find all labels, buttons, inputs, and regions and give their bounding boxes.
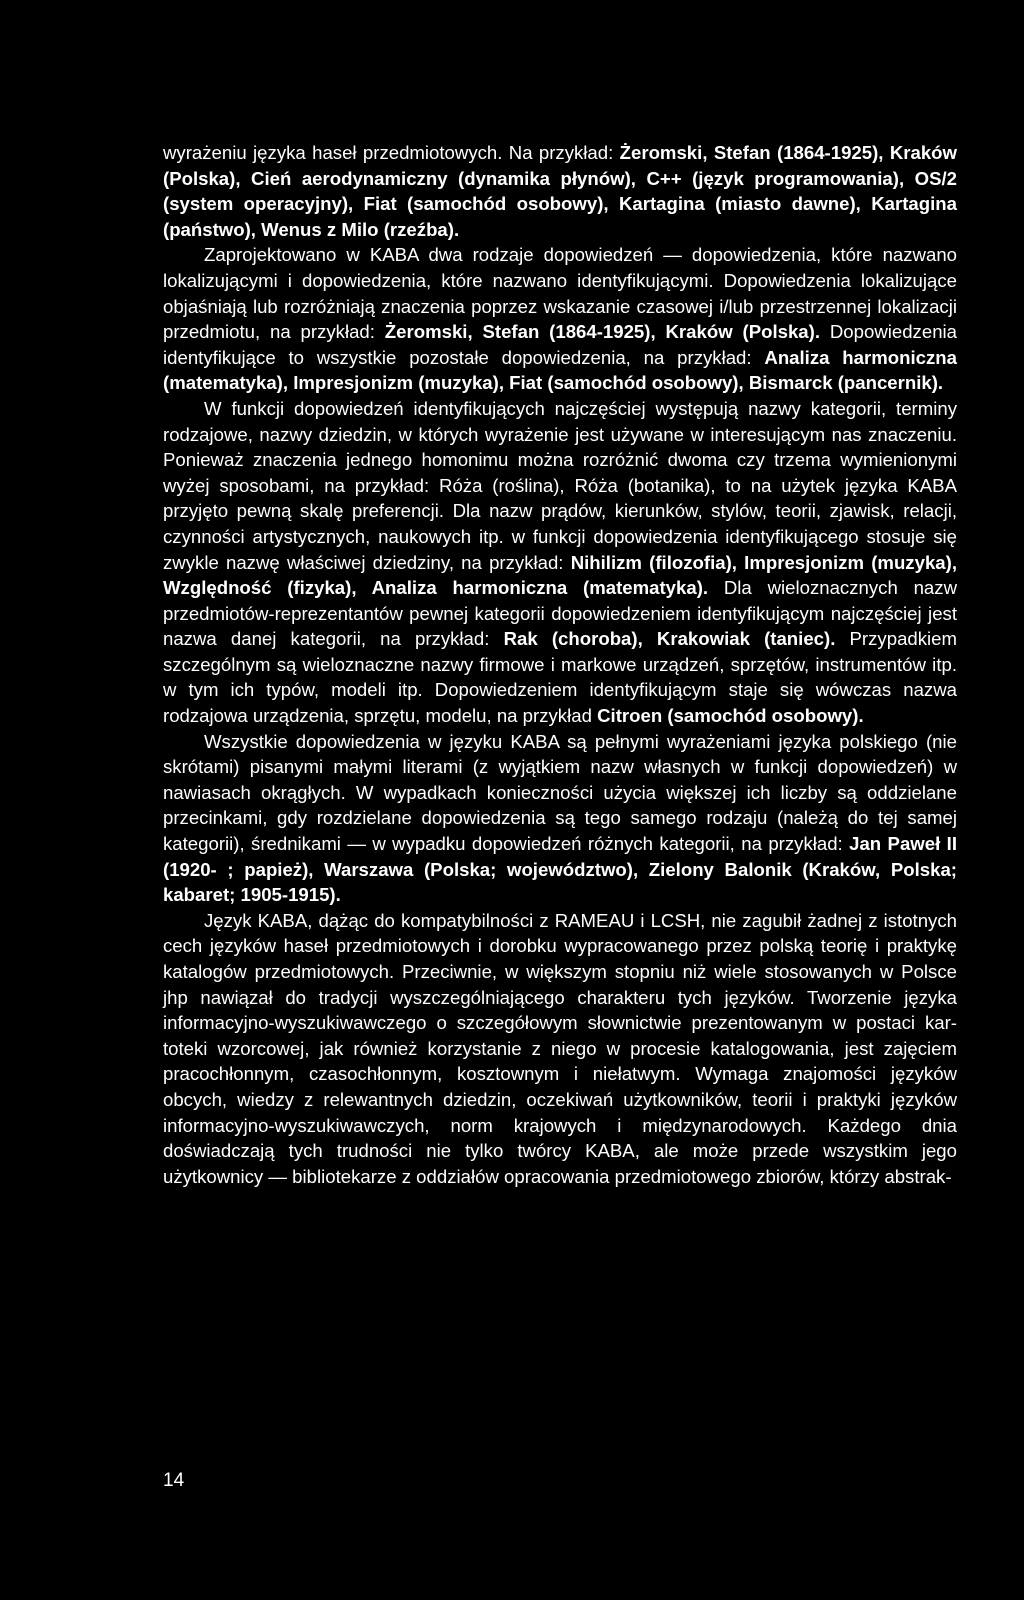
paragraph-text: Przypadkiem szczególnym są wieloznaczne nazwy firmowe i markowe urządzeń, sprzętów, instrumentów itp. w tym ich typów, modeli itp. Dopowiedzeniem identyfikującym staje się wówczas nazwa rodzajowa urządzenia, sprzętu, modelu, na przykład: [163, 628, 958, 727]
paragraph-text: Język KABA, dążąc do kompatybilności z RAMEAU i LCSH, nie zagubił żadnej z istotnych cech języków haseł przedmiotowych i dorobku wypracowanego przez polską teorię i praktykę katalogów przedmiotowych. Przeciwnie, w większym stopniu niż wiele stosowanych w Polsce jhp nawiązał do tradycji wyszczególniającego charakteru tych języków. Tworzenie języka informacyjno-wyszukiwawczego o szczegółowym słownictwie prezentowanym w postaci kartoteki wzorcowej, jak również korzystanie z niego w procesie katalogowania, jest zajęciem pracochłonnym, czasochłonnym, kosztownym i niełatwym. Wymaga znajomości języków obcych, wiedzy z relewantnych dziedzin, oczekiwań użytkowników, teorii i praktyki języków informacyjno-wyszukiwawczych, norm krajowych i międzynarodowych. Każdego dnia doświadczają tych trudności nie tylko twórcy KABA, ale może przede wszystkim jego użytkownicy — bibliotekarze z oddziałów opracowania przedmiotowego zbiorów, którzy abstrak-: [163, 909, 957, 1187]
bold-example-text: Żeromski, Stefan (1864-1925), Kraków (Polska).: [384, 321, 821, 343]
paragraph-text: wyrażeniu języka haseł przedmiotowych. Na przykład:: [163, 142, 620, 163]
paragraph-5: [163, 908, 957, 1190]
paragraph-text: Zaprojektowano w KABA dwa rodzaje dopowiedzeń — dopowiedzenia, które nazwano lokalizującymi i dopowiedzenia, które nazwano identyfikującymi. Dopowiedzenia lokalizujące objaśniają lub rozróżniają znaczenia poprzez wskazanie czasowej i/lub przestrzennej lokalizacji przedmiotu, na przykład:: [163, 244, 957, 343]
paragraph-1: [163, 140, 957, 242]
bold-example-text: Jan Paweł II (1920- ; papież), Warszawa (Polska; województwo), Zielony Balonik (Kraków, Polska; kabaret; 1905-1915).: [163, 833, 957, 906]
body-text: [163, 140, 957, 1189]
bold-example-text: Rak (choroba), Krakowiak (taniec).: [503, 628, 836, 650]
paragraph-2: [163, 242, 957, 396]
bold-example-text: Analiza harmoniczna (matematyka), Impresjonizm (muzyka), Fiat (samochód osobowy), Bismarck (pancernik).: [163, 346, 957, 394]
paragraph-3: [163, 396, 957, 729]
paragraph-text: Dla wieloznacznych nazw przedmiotów-reprezentantów pewnej kategorii dopowiedzeniem identyfikującym najczęściej jest nazwa danej kategorii, na przykład:: [163, 577, 958, 650]
bold-example-text: Citroen (samochód osobowy).: [597, 705, 864, 727]
paragraph-4: [163, 729, 957, 908]
paragraph-text: Dopowiedzenia identyfikujące to wszystkie pozostałe dopowiedzenia, na przykład:: [163, 321, 958, 368]
paragraph-text: Wszystkie dopowiedzenia w języku KABA są pełnymi wyrażeniami języka polskiego (nie skrótami) pisanymi małymi literami (z wyjątkiem nazw własnych w funkcji dopowiedzeń) w nawiasach okrągłych. W wypadkach konieczności użycia większej ich liczby są oddzielane przecinkami, gdy rozdzielane dopowiedzenia są tego samego rodzaju (należą do tej samej kategorii), średnikami — w wypadku dopowiedzeń różnych kategorii, na przykład:: [163, 730, 957, 855]
bold-example-text: Żeromski, Stefan (1864-1925), Kraków (Polska), Cień aerodynamiczny (dynamika płynów), C++ (język programowania), OS/2 (system operacyjny), Fiat (samochód osobowy), Kartagina (miasto dawne), Kartagina (państwo), Wenus z Milo (rzeźba).: [163, 142, 957, 240]
paragraph-text: W funkcji dopowiedzeń identyfikujących najczęściej występują nazwy kategorii, terminy rodzajowe, nazwy dziedzin, w których wyrażenie jest używane w interesującym nas znaczeniu. Ponieważ znaczenia jednego homonimu można rozróżnić dwoma czy trzema wymienionymi wyżej sposobami, na przykład: Róża (roślina), Róża (botanika), to na użytek języka KABA przyjęto pewną skalę preferencji. Dla nazw prądów, kierunków, stylów, teorii, zjawisk, relacji, czynności artystycznych, naukowych itp. w funkcji dopowiedzenia identyfikującego stosuje się zwykle nazwę właściwej dziedziny, na przykład:: [163, 397, 957, 573]
page-number: 14: [163, 1470, 185, 1491]
bold-example-text: Nihilizm (filozofia), Impresjonizm (muzyka), Względność (fizyka), Analiza harmoniczna (matematyka).: [163, 551, 957, 599]
